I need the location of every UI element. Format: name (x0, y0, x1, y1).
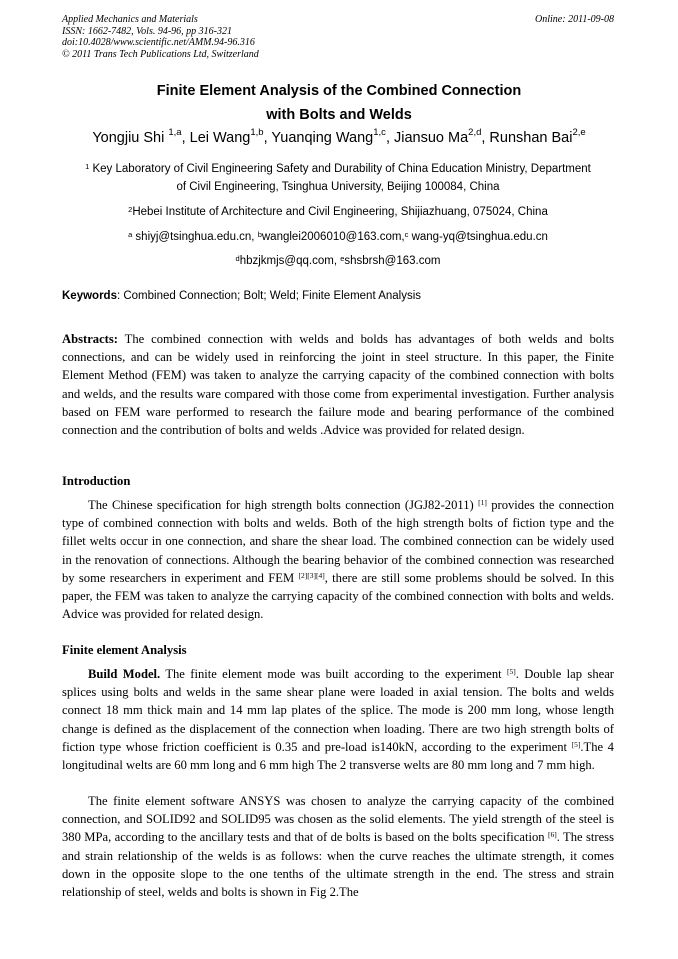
build-model-paragraph (62, 665, 614, 774)
author-list (0, 127, 678, 146)
ansys-paragraph (62, 792, 614, 901)
doi-line: doi:10.4028/www.scientific.net/AMM.94-96.316 (62, 37, 255, 48)
keywords (62, 290, 421, 302)
citation[interactable]: [2][3][4] (298, 570, 325, 580)
affiliation-1-line-1: Key Laboratory of Civil Engineering Safety and Durability of China Education Ministry, Department (89, 163, 591, 175)
paper-title (0, 79, 678, 127)
build-text-1: The finite element mode was built according to the experiment (160, 667, 507, 681)
author-name: , Yuanqing Wang (263, 130, 374, 146)
intro-text-2: provides the connection type of combined connection with bolts and welds. Both of the high strength bolts of fiction type and the fillet welts occur in one connection, and share the shear load. The combined connection can be widely used in the renovation of connections. Although the bearing behavior of the combined connection was researched by some researchers in experiment and FEM (62, 498, 614, 585)
keywords-label: Keywords (62, 290, 117, 302)
author-name: , Jiansuo Ma (385, 130, 469, 146)
affiliation-1 (62, 160, 614, 196)
email-mark: a (128, 230, 133, 239)
affiliation-1-line-2: of Civil Engineering, Tsinghua University, Beijing 100084, China (176, 181, 500, 193)
author-name: , Lei Wang (181, 130, 251, 146)
email-link[interactable]: hbzjkmjs@qq.com, (239, 255, 341, 267)
title-line-1: Finite Element Analysis of the Combined Connection (156, 83, 522, 99)
citation[interactable]: [6] (547, 830, 557, 840)
online-date: Online: 2011-09-08 (535, 14, 614, 25)
affiliation-2 (62, 203, 614, 221)
email-link[interactable]: wang-yq@tsinghua.edu.cn (408, 231, 548, 243)
ansys-text-2: . The stress and strain relationship of the welds is as follows: when the curve reaches the ultimate strength, it comes down in the opposite slope to the one tenths of the ultimate strength in the end. The stress and strain relationship of steel, welds and bolts is shown in Fig 2.The (62, 830, 614, 900)
title-line-2: with Bolts and Welds (266, 107, 412, 123)
ansys-text-1: The finite element software ANSYS was chosen to analyze the carrying capacity of the combined connection, and SOLID92 and SOLID95 was chosen as the solid elements. The yield strength of the steel is 380 MPa, according to the ancillary tests and that of de bolts is based on the bolts specification (62, 794, 614, 845)
citation[interactable]: [5] (571, 739, 581, 749)
abstract-text: The combined connection with welds and bolds has advantages of both welds and bolts connections, and can be widely used in reinforcing the joint in steel structure. In this paper, the Finite Element Method (FEM) was taken to analyze the carrying capacity of the combined connection with bolts and welds, and the results ware compared with those come from experimental investigation. Further analysis based on FEM ware performed to research the failure mode and bearing performance of the combined connection and the contribution of bolts and welds .Advice was provided for related design. (62, 332, 614, 438)
copyright-line: © 2011 Trans Tech Publications Ltd, Switzerland (62, 48, 259, 60)
introduction-paragraph (62, 496, 614, 623)
author-name: Yongjiu Shi (92, 130, 169, 146)
citation[interactable]: [5] (507, 667, 516, 676)
email-mark: b (257, 230, 262, 239)
affil-mark: 1 (85, 162, 90, 171)
author-affil-mark: 1,b (250, 127, 264, 138)
email-link[interactable]: shiyj@tsinghua.edu.cn, (132, 231, 258, 243)
citation[interactable]: [1] (478, 498, 487, 507)
journal-info (62, 14, 259, 60)
journal-name: Applied Mechanics and Materials (62, 14, 198, 25)
fea-heading: Finite element Analysis (62, 643, 187, 657)
build-text-3: .The 4 longitudinal welts are 60 mm long and 6 mm high The 2 transverse welts are 80 mm long and 7 mm high. (62, 739, 614, 773)
introduction-heading: Introduction (62, 474, 131, 488)
affil-mark: 2 (128, 205, 133, 214)
author-affil-mark: 2,e (572, 127, 586, 138)
email-mark: c (404, 230, 409, 239)
email-mark: e (340, 254, 345, 263)
author-affil-mark: 1,a (168, 127, 182, 138)
email-link[interactable]: wanglei2006010@163.com, (261, 231, 405, 243)
intro-text-3: , there are still some problems should be solved. In this paper, the FEM was taken to analyze the carrying capacity of the combined connection with bolts and welds. Advice was provided for related design. (62, 570, 614, 622)
build-model-label: Build Model. (88, 667, 161, 681)
email-link[interactable]: shsbrsh@163.com (344, 255, 441, 267)
author-affil-mark: 1,c (373, 127, 386, 138)
email-line-2 (62, 252, 614, 270)
abstract (62, 330, 614, 439)
build-text-2: . Double lap shear splices using bolts and welds in the same shear plane were loaded in axial tension. The bolts and welds connect 18 mm thick main and 14 mm lap plates of the splice. The mode is 200 mm long, whose length change is defined as the displacement of the connection when loading. There are two high strength bolts of fiction type whose friction coefficient is 0.35 and pre-load is140kN, according to the experiment (62, 667, 614, 754)
intro-text-1: The Chinese specification for high strength bolts connection (JGJ82-2011) (88, 498, 479, 512)
issn-line: ISSN: 1662-7482, Vols. 94-96, pp 316-321 (62, 25, 232, 37)
author-affil-mark: 2,d (468, 127, 482, 138)
keywords-text: : Combined Connection; Bolt; Weld; Finite Element Analysis (116, 290, 422, 302)
email-mark: d (235, 254, 240, 263)
email-line-1 (62, 228, 614, 246)
abstract-label: Abstracts: (62, 332, 118, 346)
affiliation-2-text: Hebei Institute of Architecture and Civil Engineering, Shijiazhuang, 075024, China (132, 206, 548, 218)
author-name: , Runshan Bai (481, 130, 573, 146)
